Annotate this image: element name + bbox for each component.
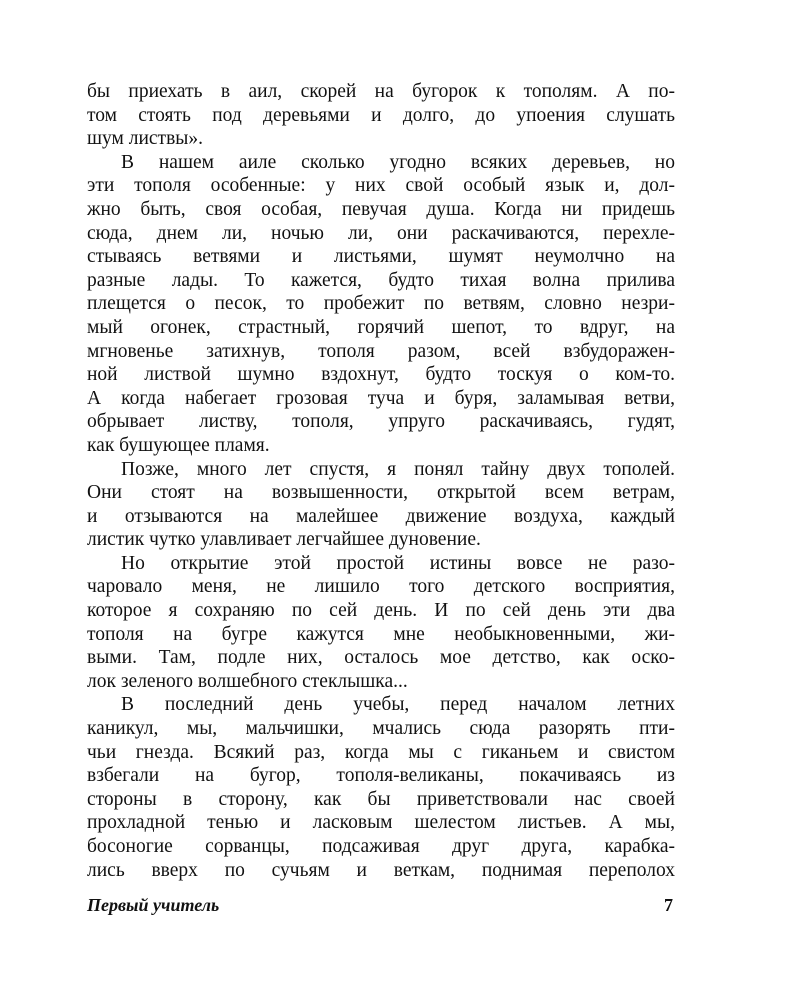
- text-line: чаровало меня, не лишило того детского восприятия,: [87, 576, 675, 598]
- text-line: мый огонек, страстный, горячий шепот, то вдруг, на: [87, 316, 675, 338]
- paragraph: [87, 80, 675, 151]
- text-line: которое я сохраняю по сей день. И по сей день эти два: [87, 600, 675, 622]
- text-line: стороны в сторону, как бы приветствовали нас своей: [87, 788, 675, 810]
- page-footer: [87, 895, 675, 921]
- text-line: бы приехать в аил, скорей на бугорок к тополям. А по-: [87, 81, 675, 102]
- text-line: выми. Там, подле них, осталось мое детство, как оско-: [87, 647, 675, 669]
- paragraph: [87, 552, 675, 694]
- text-line: лок зеленого волшебного стеклышка...: [87, 670, 408, 692]
- paragraph: [87, 458, 675, 552]
- text-line: том стоять под деревьями и долго, до упоения слушать: [87, 104, 675, 126]
- text-line: чьи гнезда. Всякий раз, когда мы с гиканьем и свистом: [87, 741, 675, 763]
- text-line: мгновенье затихнув, тополя разом, всей взбудоражен-: [87, 340, 675, 362]
- text-line: как бушующее пламя.: [87, 434, 270, 456]
- text-line: разные лады. То кажется, будто тихая волна прилива: [87, 269, 675, 291]
- text-line: шум листвы».: [87, 128, 204, 150]
- text-line: взбегали на бугор, тополя-великаны, покачиваясь из: [87, 765, 675, 787]
- text-line: Они стоят на возвышенности, открытой всем ветрам,: [87, 482, 675, 504]
- paragraph: [87, 693, 675, 882]
- text-line: Позже, много лет спустя, я понял тайну двух тополей.: [121, 458, 675, 480]
- text-line: Но открытие этой простой истины вовсе не разо-: [121, 552, 675, 574]
- text-line: В нашем аиле сколько угодно всяких деревьев, но: [121, 151, 675, 173]
- text-line: ной листвой шумно вздохнут, будто тоскуя о ком-то.: [87, 364, 675, 386]
- text-line: прохладной тенью и ласковым шелестом листьев. А мы,: [87, 812, 675, 834]
- text-line: плещется о песок, то пробежит по ветвям, словно незри-: [87, 293, 675, 315]
- text-line: сюда, днем ли, ночью ли, они раскачиваются, перехле-: [87, 222, 675, 244]
- body-text: [87, 80, 675, 882]
- text-line: обрывает листву, тополя, упруго раскачиваясь, гудят,: [87, 411, 675, 433]
- running-title: Первый учитель: [87, 895, 220, 915]
- text-line: лись вверх по сучьям и веткам, поднимая переполох: [87, 859, 675, 881]
- page-number: 7: [664, 895, 673, 915]
- text-line: эти тополя особенные: у них свой особый язык и, дол-: [87, 175, 675, 197]
- text-line: босоногие сорванцы, подсаживая друг друга, карабка-: [87, 836, 675, 857]
- text-line: А когда набегает грозовая туча и буря, заламывая ветви,: [87, 387, 675, 409]
- paragraph: [87, 151, 675, 458]
- text-line: жно быть, своя особая, певучая душа. Когда ни придешь: [87, 198, 675, 220]
- text-line: В последний день учебы, перед началом летних: [121, 694, 675, 716]
- text-line: каникул, мы, мальчишки, мчались сюда разорять пти-: [87, 718, 675, 740]
- text-line: листик чутко улавливает легчайшее дуновение.: [87, 529, 481, 551]
- text-line: тополя на бугре кажутся мне необыкновенными, жи-: [87, 623, 675, 645]
- text-line: стываясь ветвями и листьями, шумят неумолчно на: [87, 246, 675, 268]
- text-line: и отзываются на малейшее движение воздуха, каждый: [87, 505, 675, 527]
